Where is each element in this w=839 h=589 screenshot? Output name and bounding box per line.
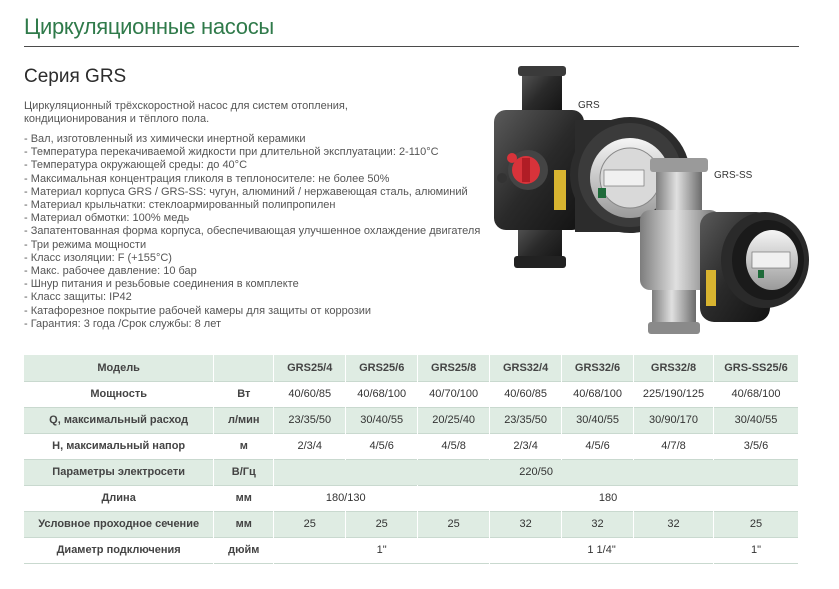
unit-header (214, 355, 274, 381)
table-cell: 32 (634, 511, 714, 537)
table-cell: 23/35/50 (490, 407, 562, 433)
grs-ss-pump-image (640, 158, 809, 334)
row-label: Q, максимальный расход (24, 407, 214, 433)
table-cell: 30/40/55 (346, 407, 418, 433)
table-row-head (24, 433, 799, 459)
table-cell: 1 1/4" (490, 537, 714, 563)
table-cell: 40/70/100 (418, 381, 490, 407)
table-row-connection (24, 537, 799, 563)
model-column-header: GRS25/6 (346, 355, 418, 381)
grs-ss-image-label: GRS-SS (714, 170, 753, 181)
grs-image-label: GRS (578, 100, 600, 111)
feature-item: - Макс. рабочее давление: 10 бар (24, 265, 197, 278)
table-cell: 4/7/8 (634, 433, 714, 459)
model-column-header: GRS32/6 (562, 355, 634, 381)
table-cell: 32 (490, 511, 562, 537)
feature-item: - Температура окружающей среды: до 40°С (24, 159, 248, 172)
model-column-header: GRS25/4 (274, 355, 346, 381)
series-title: Серия GRS (24, 66, 127, 87)
table-cell: 4/5/6 (562, 433, 634, 459)
table-cell: 2/3/4 (274, 433, 346, 459)
row-label: Параметры электросети (24, 459, 214, 485)
feature-item: - Класс защиты: IP42 (24, 291, 132, 304)
table-cell: 1" (714, 537, 799, 563)
table-cell: 225/190/125 (634, 381, 714, 407)
table-cell: 40/68/100 (346, 381, 418, 407)
table-row-length (24, 485, 799, 511)
table-cell: 30/90/170 (634, 407, 714, 433)
feature-list (24, 133, 494, 331)
feature-item: - Класс изоляции: F (+155°С) (24, 251, 172, 264)
table-row-power (24, 381, 799, 407)
pump-illustration (480, 60, 820, 350)
feature-item: - Материал крыльчатки: стеклоармированный полипропилен (24, 199, 336, 212)
page-title: Циркуляционные насосы (24, 14, 274, 39)
row-unit: дюйм (214, 537, 274, 563)
feature-item: - Максимальная концентрация гликоля в теплоносителе: не более 50% (24, 172, 390, 185)
table-cell: 4/5/6 (346, 433, 418, 459)
row-unit: мм (214, 485, 274, 511)
table-cell: 40/68/100 (714, 381, 799, 407)
table-cell: 4/5/8 (418, 433, 490, 459)
table-cell: 30/40/55 (562, 407, 634, 433)
row-unit: Вт (214, 381, 274, 407)
table-cell: 25 (418, 511, 490, 537)
spec-table (24, 355, 799, 564)
feature-item: - Три режима мощности (24, 238, 147, 251)
feature-item: - Гарантия: 3 года /Срок службы: 8 лет (24, 317, 221, 330)
row-label: Условное проходное сечение (24, 511, 214, 537)
row-label: Диаметр подключения (24, 537, 214, 563)
feature-item: - Вал, изготовленный из химически инертной керамики (24, 133, 306, 145)
feature-item: - Температура перекачиваемой жидкости при длительной эксплуатации: 2-110°С (24, 146, 439, 159)
feature-item: - Катафорезное покрытие рабочей камеры для защиты от коррозии (24, 304, 372, 317)
table-cell: 40/68/100 (562, 381, 634, 407)
row-unit: л/мин (214, 407, 274, 433)
product-images (480, 60, 820, 350)
model-column-header: GRS25/8 (418, 355, 490, 381)
table-row-mains (24, 459, 799, 485)
intro-text: Циркуляционный трёхскоростной насос для систем отопления, кондиционирования и тёплого пола. (24, 100, 348, 125)
table-header-row (24, 355, 799, 381)
row-unit: В/Гц (214, 459, 274, 485)
title-divider (24, 46, 799, 47)
table-cell: 32 (562, 511, 634, 537)
model-column-header: GRS-SS25/6 (714, 355, 799, 381)
table-cell: 220/50 (274, 459, 799, 485)
model-column-header: GRS32/4 (490, 355, 562, 381)
table-cell: 3/5/6 (714, 433, 799, 459)
table-cell: 40/60/85 (274, 381, 346, 407)
row-label: Длина (24, 485, 214, 511)
table-cell: 180/130 (274, 485, 418, 511)
feature-item: - Запатентованная форма корпуса, обеспечивающая улучшенное охлаждение двигателя (24, 225, 481, 238)
table-cell: 20/25/40 (418, 407, 490, 433)
table-cell: 25 (346, 511, 418, 537)
model-column-header: GRS32/8 (634, 355, 714, 381)
table-cell: 30/40/55 (714, 407, 799, 433)
row-label: Н, максимальный напор (24, 433, 214, 459)
table-cell: 180 (418, 485, 799, 511)
feature-item: - Шнур питания и резьбовые соединения в комплекте (24, 278, 299, 291)
feature-item: - Материал корпуса GRS / GRS-SS: чугун, алюминий / нержавеющая сталь, алюминий (24, 185, 468, 198)
table-cell: 1" (274, 537, 490, 563)
row-label: Мощность (24, 381, 214, 407)
model-header: Модель (24, 355, 214, 381)
table-cell: 23/35/50 (274, 407, 346, 433)
feature-item: - Материал обмотки: 100% медь (24, 212, 190, 225)
row-unit: мм (214, 511, 274, 537)
table-row-flow (24, 407, 799, 433)
table-row-bore (24, 511, 799, 537)
row-unit: м (214, 433, 274, 459)
table-cell: 40/60/85 (490, 381, 562, 407)
table-cell: 2/3/4 (490, 433, 562, 459)
table-cell: 25 (714, 511, 799, 537)
table-cell: 25 (274, 511, 346, 537)
